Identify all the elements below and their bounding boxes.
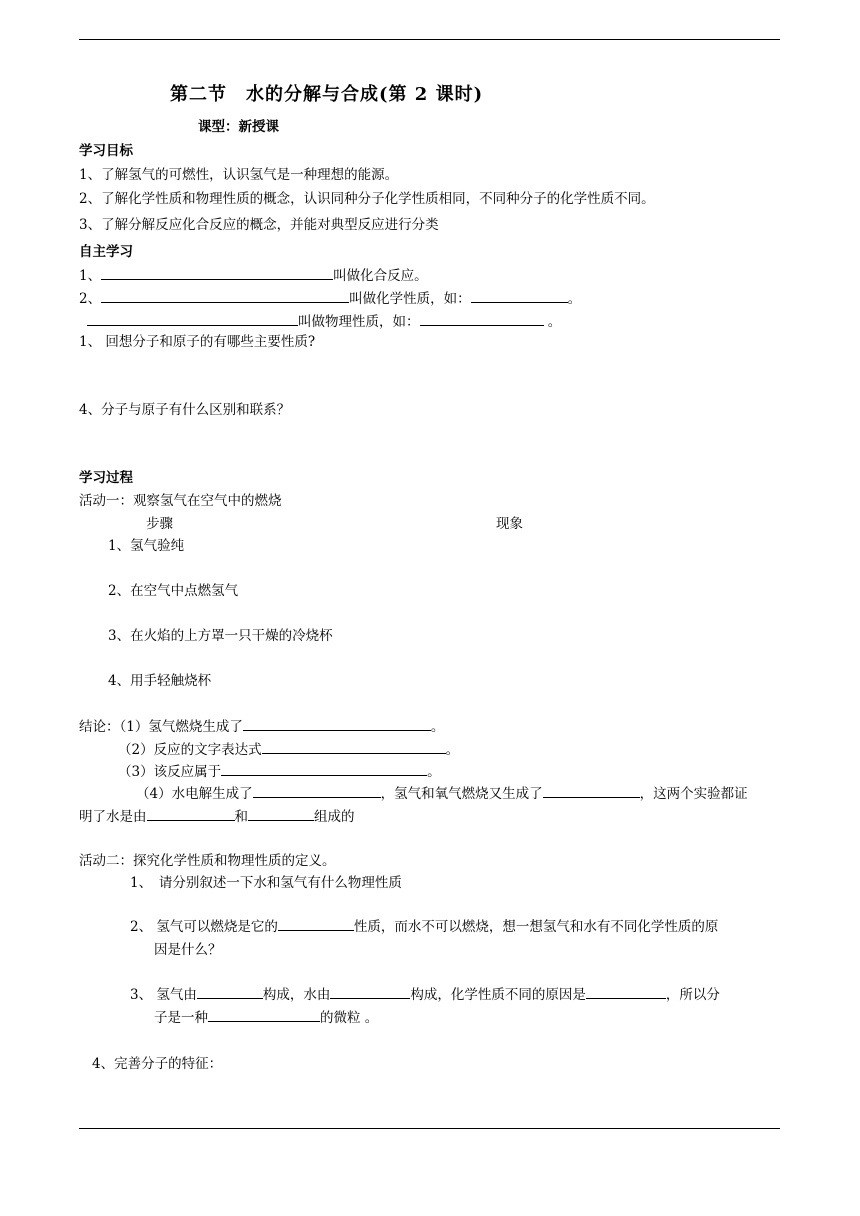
goal-item: 3、了解分解反应化合反应的概念，并能对典型反应进行分类: [79, 217, 439, 233]
c4-blank-3[interactable]: [147, 808, 235, 821]
self-study-q2b: [87, 313, 561, 331]
conclusion-1: 结论：（1）氢气燃烧生成了 。: [79, 719, 445, 735]
a2-3-blank-1[interactable]: [197, 986, 263, 999]
step-item: 3、在火焰的上方罩一只干燥的冷烧杯: [108, 628, 333, 644]
self-study-q1: [79, 267, 428, 285]
q1-number: 1、: [79, 268, 102, 284]
activity2-item-4: 4、完善分子的特征：: [92, 1056, 223, 1072]
conclusion-4-cont: 明了水是由 和 组成的: [79, 809, 355, 825]
goals-heading: 学习目标: [79, 143, 133, 159]
conclusion-3: （3）该反应属于 。: [118, 764, 441, 780]
a2-3-blank-2[interactable]: [330, 986, 410, 999]
a2-3-blank-3[interactable]: [586, 986, 666, 999]
c2-blank[interactable]: [262, 741, 446, 754]
q2-text: 叫做化学性质，如：: [349, 291, 471, 307]
process-heading: 学习过程: [79, 470, 133, 486]
activity2-item-2-cont: 因是什么？: [154, 942, 222, 958]
activity1-title: 活动一：观察氢气在空气中的燃烧: [79, 493, 282, 509]
lesson-type: 课型：新授课: [198, 119, 279, 135]
self-study-q3: 1、 回想分子和原子的有哪些主要性质?: [79, 334, 316, 350]
c4-blank-2[interactable]: [543, 785, 640, 798]
q2b-text: 叫做物理性质，如：: [298, 314, 420, 330]
q2b-example-blank[interactable]: [420, 313, 544, 326]
a2-2-blank[interactable]: [278, 918, 354, 931]
footer-rule: [79, 1128, 780, 1129]
header-rule: [79, 39, 780, 40]
q2-end: 。: [567, 291, 582, 307]
conclusion-label: 结论：: [79, 719, 120, 735]
activity2-item-1: 1、 请分别叙述一下水和氢气有什么物理性质: [130, 875, 402, 891]
c3-blank[interactable]: [221, 763, 427, 776]
q2b-blank[interactable]: [87, 313, 298, 326]
a2-3-blank-4[interactable]: [208, 1009, 320, 1022]
step-item: 4、用手轻触烧杯: [108, 673, 212, 689]
c4-blank-4[interactable]: [248, 808, 314, 821]
c4-blank-1[interactable]: [253, 785, 381, 798]
goal-item: 1、了解氢气的可燃性，认识氢气是一种理想的能源。: [79, 167, 399, 183]
self-study-q4: 4、分子与原子有什么区别和联系？: [79, 402, 291, 418]
q1-blank[interactable]: [101, 267, 333, 280]
q2-number: 2、: [79, 291, 102, 307]
col-steps: 步骤: [146, 516, 173, 532]
q2b-end: 。: [547, 314, 562, 330]
activity2-item-3: 3、 氢气由 构成，水由 构成，化学性质不同的原因是 ，所以分: [130, 987, 720, 1003]
conclusion-4: （4）水电解生成了 ，氢气和氧气燃烧又生成了 ，这两个实验都证: [136, 786, 748, 802]
conclusion-2: （2）反应的文字表达式 。: [118, 742, 460, 758]
activity2-item-3-cont: 子是一种 的微粒 。: [154, 1010, 379, 1026]
c1-blank[interactable]: [243, 718, 431, 731]
activity2-title: 活动二：探究化学性质和物理性质的定义。: [79, 853, 336, 869]
col-phenomena: 现象: [496, 516, 523, 532]
activity2-item-2: 2、 氢气可以燃烧是它的 性质，而水不可以燃烧，想一想氢气和水有不同化学性质的原: [130, 919, 719, 935]
goal-item: 2、了解化学性质和物理性质的概念，认识同种分子化学性质相同，不同种分子的化学性质不同。: [79, 191, 655, 207]
step-item: 2、在空气中点燃氢气: [108, 583, 239, 599]
step-item: 1、氢气验纯: [108, 538, 185, 554]
page-title: 第二节 水的分解与合成(第 2 课时): [170, 84, 484, 105]
q2-blank[interactable]: [101, 290, 349, 303]
q1-text: 叫做化合反应。: [333, 268, 428, 284]
self-study-q2: [79, 290, 581, 308]
q2-example-blank[interactable]: [471, 290, 568, 303]
self-study-heading: 自主学习: [79, 244, 133, 260]
